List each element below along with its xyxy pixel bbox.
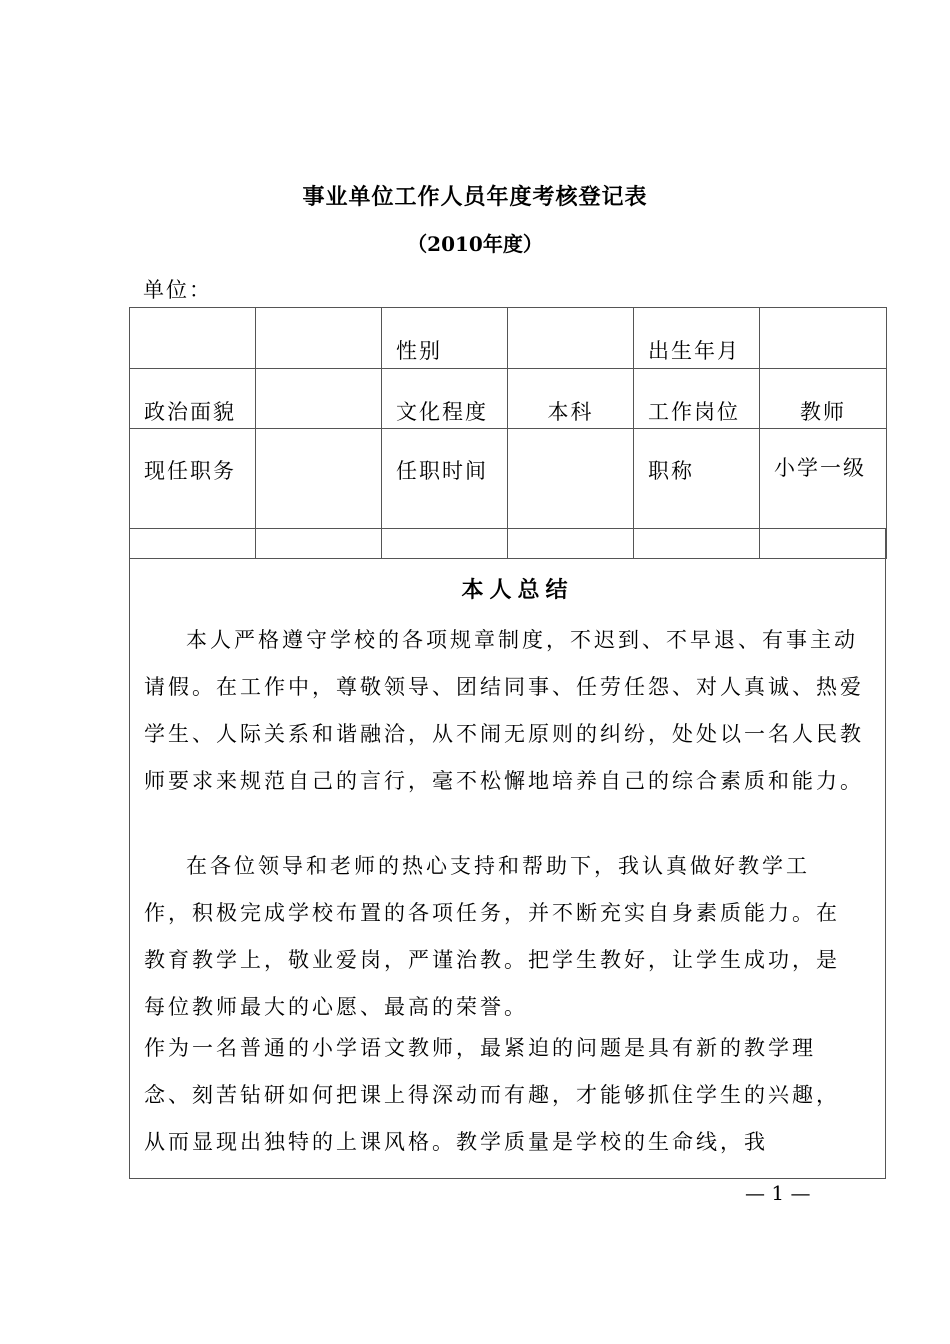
gender-label: 性别 bbox=[382, 308, 508, 369]
position-label: 工作岗位 bbox=[634, 369, 760, 429]
summary-paragraph: 作为一名普通的小学语文教师，最紧迫的问题是具有新的教学理念、刻苦钻研如何把课上得深动而有趣，才能够抓住学生的兴趣，从而显现出独特的上课风格。教学质量是学校的生命线，我 bbox=[144, 1036, 840, 1154]
summary-paragraph: 在各位领导和老师的热心支持和帮助下，我认真做好教学工作，积极完成学校布置的各项任务，并不断充实自身素质能力。在教育教学上，敬业爱岗，严谨治教。把学生教好，让学生成功，是每位教师最大的心愿、最高的荣誉。 bbox=[144, 854, 840, 1019]
document-year: （2010年度） bbox=[407, 232, 543, 256]
title-value[interactable]: 小学一级 bbox=[760, 429, 887, 559]
political-status-value[interactable] bbox=[256, 369, 382, 429]
info-table bbox=[129, 307, 887, 559]
name-label-cell bbox=[130, 308, 256, 369]
birth-date-label: 出生年月 bbox=[634, 308, 760, 369]
birth-date-value[interactable] bbox=[760, 308, 887, 369]
summary-paragraph: 本人严格遵守学校的各项规章制度，不迟到、不早退、有事主动请假。在工作中，尊敬领导、团结同事、任劳任怨、对人真诚、热爱学生、人际关系和谐融洽，从不闹无原则的纠纷，处处以一名人民教师要求来规范自己的言行，毫不松懈地培养自己的综合素质和能力。 bbox=[144, 628, 864, 793]
title-label: 职称 bbox=[634, 429, 760, 559]
appointment-date-label: 任职时间 bbox=[382, 429, 508, 559]
gender-value[interactable] bbox=[508, 308, 634, 369]
political-status-label: 政治面貌 bbox=[130, 369, 256, 429]
summary-heading: 本人总结 bbox=[461, 577, 574, 603]
document-title: 事业单位工作人员年度考核登记表 bbox=[302, 184, 648, 210]
education-label: 文化程度 bbox=[382, 369, 508, 429]
table-row bbox=[130, 308, 887, 369]
table-row bbox=[130, 369, 887, 429]
page-number: — 1 — bbox=[745, 1181, 811, 1205]
name-value-cell[interactable] bbox=[256, 308, 382, 369]
position-value[interactable]: 教师 bbox=[760, 369, 887, 429]
current-post-label: 现任职务 bbox=[130, 429, 256, 559]
education-value[interactable]: 本科 bbox=[508, 369, 634, 429]
summary-box bbox=[129, 528, 886, 1179]
unit-label: 单位： bbox=[143, 278, 212, 302]
